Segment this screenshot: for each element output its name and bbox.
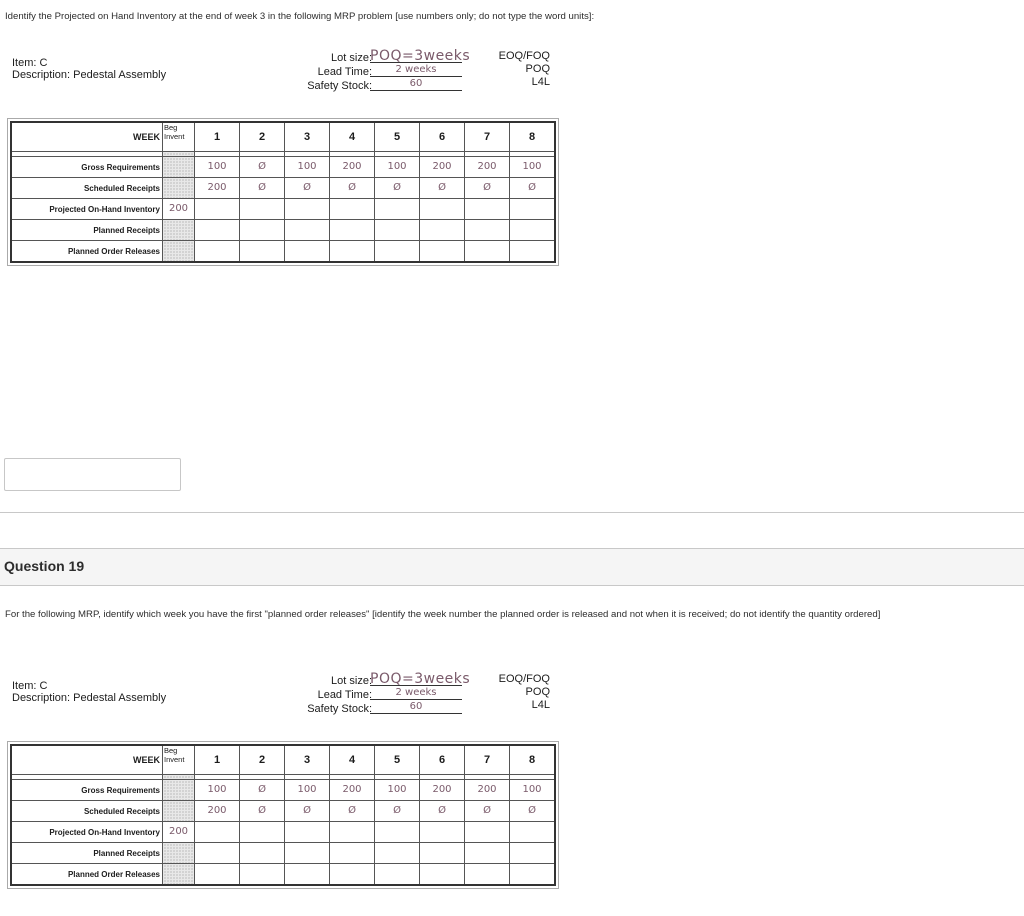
cell	[240, 822, 285, 843]
beg-label: Beg	[164, 123, 178, 132]
cell	[420, 220, 465, 241]
week-number: 5	[375, 745, 420, 775]
cell: Ø	[420, 801, 465, 822]
cell	[375, 199, 420, 220]
cell: Ø	[330, 801, 375, 822]
cell	[420, 822, 465, 843]
cell	[465, 199, 510, 220]
cell: 200	[465, 780, 510, 801]
answer-input[interactable]	[4, 458, 181, 491]
cell	[285, 220, 330, 241]
lead-time-value: 2 weeks	[370, 64, 462, 77]
table-row-planned-order-releases	[11, 241, 555, 263]
lot-size-label: Lot size:	[331, 675, 372, 687]
cell	[240, 843, 285, 864]
question-prompt: For the following MRP, identify which week you have the first "planned order releases" [identify the week number the planned order is released and not when it is received; do not identify the quantity ordered]	[5, 609, 881, 620]
week-number: 1	[195, 122, 240, 152]
beg-inventory-header	[163, 745, 195, 775]
row-label: Scheduled Receipts	[11, 178, 163, 199]
cell	[285, 241, 330, 263]
cell	[420, 241, 465, 263]
safety-stock-value: 60	[370, 701, 462, 714]
cell	[195, 220, 240, 241]
row-label: Scheduled Receipts	[11, 801, 163, 822]
row-label: Gross Requirements	[11, 157, 163, 178]
cell	[375, 822, 420, 843]
cell	[240, 864, 285, 886]
cell: Ø	[240, 801, 285, 822]
cell	[420, 199, 465, 220]
lot-option: POQ	[525, 63, 550, 75]
beg-inventory-value: 200	[163, 199, 195, 220]
item-label: Item: C	[12, 57, 48, 69]
cell	[195, 822, 240, 843]
week-number: 5	[375, 122, 420, 152]
invent-label: Invent	[164, 755, 185, 764]
cell	[465, 864, 510, 886]
row-label: Planned Receipts	[11, 220, 163, 241]
cell: 100	[510, 780, 556, 801]
cell	[375, 864, 420, 886]
cell	[420, 843, 465, 864]
row-label: Projected On-Hand Inventory	[11, 199, 163, 220]
cell	[330, 822, 375, 843]
cell	[510, 199, 556, 220]
mrp-table	[10, 121, 556, 263]
cell: Ø	[465, 178, 510, 199]
safety-stock-value: 60	[370, 78, 462, 91]
cell	[420, 864, 465, 886]
cell	[465, 843, 510, 864]
week-number: 7	[465, 745, 510, 775]
week-number: 7	[465, 122, 510, 152]
cell: Ø	[240, 178, 285, 199]
cell: Ø	[375, 801, 420, 822]
cell: 200	[330, 780, 375, 801]
description-label: Description: Pedestal Assembly	[12, 692, 167, 704]
lead-time-label: Lead Time:	[317, 689, 372, 701]
lot-size-value: POQ=3weeks	[370, 671, 471, 687]
lot-option: L4L	[531, 699, 550, 711]
table-row-scheduled-receipts	[11, 801, 555, 822]
cell	[465, 822, 510, 843]
cell: 100	[375, 780, 420, 801]
item-label: Item: C	[12, 680, 48, 692]
table-row-gross-requirements	[11, 157, 555, 178]
cell	[375, 843, 420, 864]
cell	[465, 220, 510, 241]
lot-size-options	[488, 673, 550, 712]
cell	[285, 843, 330, 864]
cell	[375, 220, 420, 241]
week-number: 8	[510, 745, 556, 775]
cell	[465, 241, 510, 263]
table-row-planned-receipts	[11, 220, 555, 241]
row-label: Planned Order Releases	[11, 864, 163, 886]
cell: 200	[420, 780, 465, 801]
cell	[195, 199, 240, 220]
cell	[195, 843, 240, 864]
cell: 100	[195, 780, 240, 801]
lot-size-options	[488, 50, 550, 89]
mrp-table	[10, 744, 556, 886]
cell: Ø	[465, 801, 510, 822]
cell: Ø	[510, 178, 556, 199]
table-row-projected-on-hand	[11, 822, 555, 843]
cell: 100	[510, 157, 556, 178]
lot-option: POQ	[525, 686, 550, 698]
safety-stock-label: Safety Stock:	[307, 80, 372, 92]
week-number: 2	[240, 122, 285, 152]
cell: Ø	[510, 801, 556, 822]
cell	[240, 199, 285, 220]
week-number: 4	[330, 122, 375, 152]
cell: 200	[420, 157, 465, 178]
lead-time-value: 2 weeks	[370, 687, 462, 700]
week-label: WEEK	[11, 745, 163, 775]
week-number: 8	[510, 122, 556, 152]
cell	[510, 220, 556, 241]
question-header	[0, 548, 1024, 586]
cell	[285, 822, 330, 843]
beg-label: Beg	[164, 746, 178, 755]
lead-time-label: Lead Time:	[317, 66, 372, 78]
question-prompt: Identify the Projected on Hand Inventory at the end of week 3 in the following MRP problem [use numbers only; do not type the word units]:	[5, 11, 595, 22]
cell: Ø	[285, 178, 330, 199]
row-label: Planned Order Releases	[11, 241, 163, 263]
invent-label: Invent	[164, 132, 185, 141]
cell	[330, 241, 375, 263]
table-row-scheduled-receipts	[11, 178, 555, 199]
safety-stock-label: Safety Stock:	[307, 703, 372, 715]
cell	[330, 864, 375, 886]
cell	[285, 864, 330, 886]
cell: Ø	[240, 780, 285, 801]
table-row-planned-order-releases	[11, 864, 555, 886]
week-number: 6	[420, 745, 465, 775]
table-row-planned-receipts	[11, 843, 555, 864]
week-number: 3	[285, 122, 330, 152]
table-row-projected-on-hand	[11, 199, 555, 220]
week-number: 6	[420, 122, 465, 152]
question-title: Question 19	[4, 558, 85, 574]
week-number: 2	[240, 745, 285, 775]
cell	[330, 220, 375, 241]
cell	[510, 822, 556, 843]
week-number: 4	[330, 745, 375, 775]
cell	[195, 241, 240, 263]
cell	[285, 199, 330, 220]
cell: 100	[375, 157, 420, 178]
cell: 200	[195, 801, 240, 822]
lot-size-value: POQ=3weeks	[370, 48, 471, 64]
cell: 100	[285, 780, 330, 801]
week-number: 1	[195, 745, 240, 775]
beg-inventory-header	[163, 122, 195, 152]
section-divider	[0, 512, 1024, 513]
description-label: Description: Pedestal Assembly	[12, 69, 167, 81]
week-number: 3	[285, 745, 330, 775]
cell: Ø	[375, 178, 420, 199]
cell: Ø	[330, 178, 375, 199]
lot-size-label: Lot size:	[331, 52, 372, 64]
cell	[510, 241, 556, 263]
row-label: Gross Requirements	[11, 780, 163, 801]
row-label: Projected On-Hand Inventory	[11, 822, 163, 843]
row-label: Planned Receipts	[11, 843, 163, 864]
cell	[330, 843, 375, 864]
cell: Ø	[285, 801, 330, 822]
week-label: WEEK	[11, 122, 163, 152]
cell	[330, 199, 375, 220]
cell	[510, 843, 556, 864]
cell: 200	[195, 178, 240, 199]
lot-option: EOQ/FOQ	[498, 673, 550, 685]
lot-option: EOQ/FOQ	[498, 50, 550, 62]
cell: 100	[195, 157, 240, 178]
cell: 200	[330, 157, 375, 178]
cell	[240, 241, 285, 263]
cell	[240, 220, 285, 241]
cell: Ø	[240, 157, 285, 178]
cell: 100	[285, 157, 330, 178]
table-row-gross-requirements	[11, 780, 555, 801]
cell: Ø	[420, 178, 465, 199]
beg-inventory-value: 200	[163, 822, 195, 843]
cell	[195, 864, 240, 886]
cell: 200	[465, 157, 510, 178]
cell	[375, 241, 420, 263]
cell	[510, 864, 556, 886]
lot-option: L4L	[531, 76, 550, 88]
